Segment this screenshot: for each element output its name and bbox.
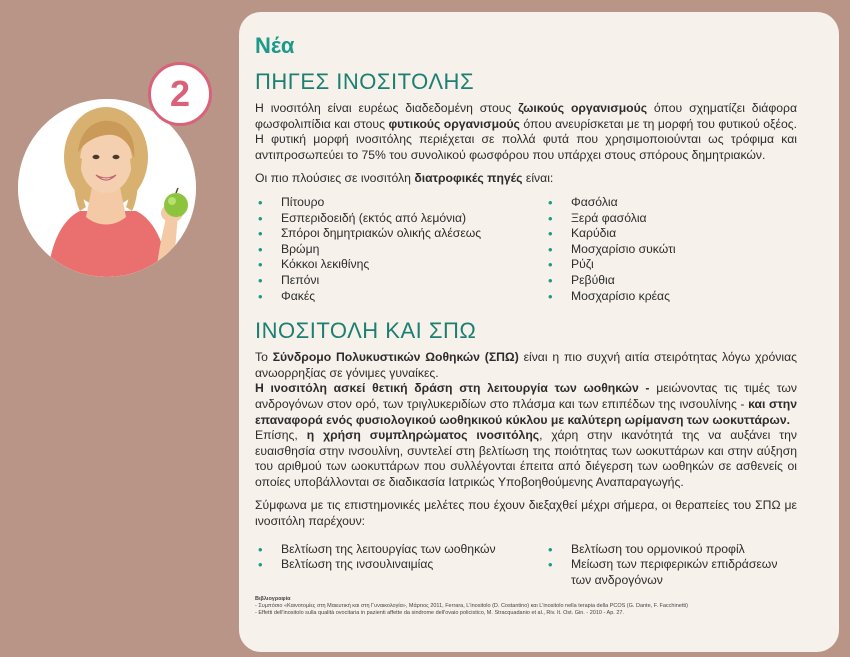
bold-text-run: ζωικούς οργανισμούς bbox=[518, 101, 648, 115]
list-item bbox=[545, 211, 795, 227]
bullet-dot-icon: • bbox=[548, 541, 553, 557]
bold-text-run: Η ινοσιτόλη ασκεί θετική δράση στη λειτουργία των ωοθηκών - bbox=[255, 381, 650, 396]
text-run: μειώνοντας τις τιμές των ανδρογόνων στον ορό, των τριγλυκεριδίων στο πλάσμα και των επιπέδων της ινσουλίνης - bbox=[255, 381, 798, 411]
benefits-lists bbox=[255, 542, 797, 589]
list-item bbox=[255, 289, 545, 305]
bullet-dot-icon: • bbox=[548, 210, 553, 226]
pcos-paragraph-2 bbox=[255, 381, 797, 428]
bullet-dot-icon: • bbox=[258, 288, 263, 304]
list-item-label: Πεπόνι bbox=[281, 272, 320, 287]
list-item-label: Μοσχαρίσιο συκώτι bbox=[571, 241, 676, 256]
list-item bbox=[545, 257, 795, 273]
sources-list-right bbox=[545, 195, 795, 304]
text-run: όπου ανευρίσκεται με τη μορφή του φυτικού οξέος. Η φυτική μορφή ινοσιτόλης περιέχεται σε πολλά φυτά που χρησιμοποιούνται ως τρόφιμα και αντιπροσωπεύει το 75% του συνολικού φωσφόρου που υπάρχει στους σπόρους δημητριακών. bbox=[255, 116, 797, 162]
sources-list-intro bbox=[255, 171, 797, 187]
list-item bbox=[545, 542, 795, 558]
list-item bbox=[545, 226, 795, 242]
bullet-dot-icon: • bbox=[258, 257, 263, 273]
bullet-dot-icon: • bbox=[548, 226, 553, 242]
list-item bbox=[545, 557, 795, 588]
bold-text-run: διατροφικές πηγές bbox=[414, 171, 523, 186]
bold-text-run: Σύνδρομο Πολυκυστικών Ωοθηκών (ΣΠΩ) bbox=[272, 350, 519, 365]
bullet-dot-icon: • bbox=[258, 272, 263, 288]
list-item-label: Ρεβύθια bbox=[571, 272, 615, 287]
bullet-dot-icon: • bbox=[258, 557, 263, 573]
woman-with-apple-photo bbox=[18, 99, 196, 277]
section-label: Νέα bbox=[255, 33, 295, 58]
references-title: Βιβλιογραφία bbox=[255, 596, 291, 602]
list-item-label: Βελτίωση του ορμονικού προφίλ bbox=[571, 541, 745, 556]
list-item bbox=[255, 226, 545, 242]
list-item bbox=[255, 257, 545, 273]
bullet-dot-icon: • bbox=[548, 272, 553, 288]
list-item-label: Μοσχαρίσιο κρέας bbox=[571, 288, 670, 303]
list-item-label: Μείωση των περιφερικών επιδράσεων των ανδρογόνων bbox=[571, 557, 778, 587]
section-number-badge bbox=[148, 62, 212, 126]
list-item-label: Καρύδια bbox=[571, 226, 617, 241]
pcos-paragraph-1 bbox=[255, 350, 797, 381]
list-item bbox=[545, 242, 795, 258]
section-heading-sources: ΠΗΓΕΣ ΙΝΟΣΙΤΟΛΗΣ bbox=[255, 69, 475, 94]
bullet-dot-icon: • bbox=[548, 257, 553, 273]
woman-illustration bbox=[18, 99, 196, 277]
sources-list-left bbox=[255, 195, 545, 304]
list-item-label: Βρώμη bbox=[281, 241, 320, 256]
benefits-list-right bbox=[545, 542, 795, 589]
reference-line: - Συμπόσιο «Καινοτομίες στη Μαιευτική και στη Γυναικολογία», Μάρτιος 2011, Ferrara, L'inositolo (D. Costantino) και L'inositolo nella terapia della PCOS (G. Dante, F. Facchinetti) bbox=[255, 603, 688, 609]
pcos-paragraph-3 bbox=[255, 428, 797, 490]
list-item-label: Ρύζι bbox=[571, 257, 594, 272]
bullet-dot-icon: • bbox=[548, 241, 553, 257]
bullet-dot-icon: • bbox=[258, 541, 263, 557]
section-heading-pcos: ΙΝΟΣΙΤΟΛΗ ΚΑΙ ΣΠΩ bbox=[255, 318, 477, 344]
pcos-paragraph-4: Σύμφωνα με τις επιστημονικές μελέτες που έχουν διεξαχθεί μέχρι σήμερα, οι θεραπείες του ΣΠΩ με ινοσιτόλη παρέχουν: bbox=[255, 498, 797, 529]
text-run: είναι: bbox=[522, 171, 554, 186]
sources-intro-paragraph bbox=[255, 101, 797, 163]
text-run: όπου σχηματίζει διάφορα φωσφολιπίδια και στους bbox=[255, 101, 797, 131]
list-item bbox=[545, 195, 795, 211]
list-item-label: Πίτουρο bbox=[281, 194, 325, 209]
text-run: Η ινοσιτόλη είναι ευρέως διαδεδομένη στους bbox=[255, 101, 519, 115]
bullet-dot-icon: • bbox=[258, 241, 263, 257]
list-item-label: Κόκκοι λεκιθίνης bbox=[281, 257, 370, 272]
list-item bbox=[255, 273, 545, 289]
list-item bbox=[255, 195, 545, 211]
list-item bbox=[255, 242, 545, 258]
list-item-label: Φακές bbox=[281, 288, 316, 303]
list-item-label: Βελτίωση της ινσουλιναιμίας bbox=[281, 557, 434, 572]
bullet-dot-icon: • bbox=[548, 557, 553, 573]
bold-text-run: φυτικούς οργανισμούς bbox=[388, 116, 520, 131]
text-run: Το bbox=[255, 350, 273, 365]
bullet-dot-icon: • bbox=[548, 194, 553, 210]
bullet-dot-icon: • bbox=[258, 210, 263, 226]
benefits-list-left bbox=[255, 542, 545, 589]
bold-text-run: η χρήση συμπληρώματος ινοσιτόλης bbox=[306, 428, 540, 443]
list-item-label: Σπόροι δημητριακών ολικής αλέσεως bbox=[281, 226, 482, 241]
bullet-dot-icon: • bbox=[548, 288, 553, 304]
bullet-dot-icon: • bbox=[258, 194, 263, 210]
badge-number: 2 bbox=[169, 73, 191, 114]
text-run: , χάρη στην ικανότητά της να αυξάνει την ευαισθησία στην ινσουλίνη, συντελεί στη βελτίωση της ποιότητας των ωοκυττάρων και στην αύξηση του αριθμού των ωοκυττάρων που συλλέγονται έπειτα από διέγερση των ωοθηκών σε ασθενείς οι οποίες υποβάλλονται σε διαδικασία Ιατρικώς Υποβοηθούμενης Αναπαραγωγής. bbox=[255, 428, 797, 489]
article-content bbox=[255, 33, 797, 602]
sources-lists bbox=[255, 195, 797, 304]
bold-text-run: και στην επαναφορά ενός φυσιολογικού ωοθηκικού κύκλου με καλύτερη ωρίμανση των ωοκυττάρων. bbox=[255, 396, 797, 427]
list-item-label: Εσπεριδοειδή (εκτός από λεμόνια) bbox=[281, 210, 467, 225]
references bbox=[255, 596, 775, 617]
bullet-dot-icon: • bbox=[258, 226, 263, 242]
list-item-label: Ξερά φασόλια bbox=[571, 210, 647, 225]
list-item bbox=[255, 557, 505, 573]
list-item bbox=[255, 542, 505, 558]
list-item-label: Φασόλια bbox=[571, 194, 618, 209]
reference-line: - Effetti dell'inositolo sulla qualità ovocitaria in pazienti affette da sindrome dell'ovaio policistico, M. Stracquadanio et al., Riv. It. Ost. Gin. - 2010 - Ap. 27. bbox=[255, 610, 624, 616]
list-item bbox=[545, 273, 795, 289]
text-run: Οι πιο πλούσιες σε ινοσιτόλη bbox=[255, 171, 415, 186]
list-item-label: Βελτίωση της λειτουργίας των ωοθηκών bbox=[281, 541, 496, 556]
text-run: Επίσης, bbox=[255, 428, 307, 443]
list-item bbox=[545, 289, 795, 305]
text-run: είναι η πιο συχνή αιτία στειρότητας λόγω χρόνιας ανωορρηξίας σε γόνιμες γυναίκες. bbox=[255, 350, 797, 380]
list-item bbox=[255, 211, 545, 227]
